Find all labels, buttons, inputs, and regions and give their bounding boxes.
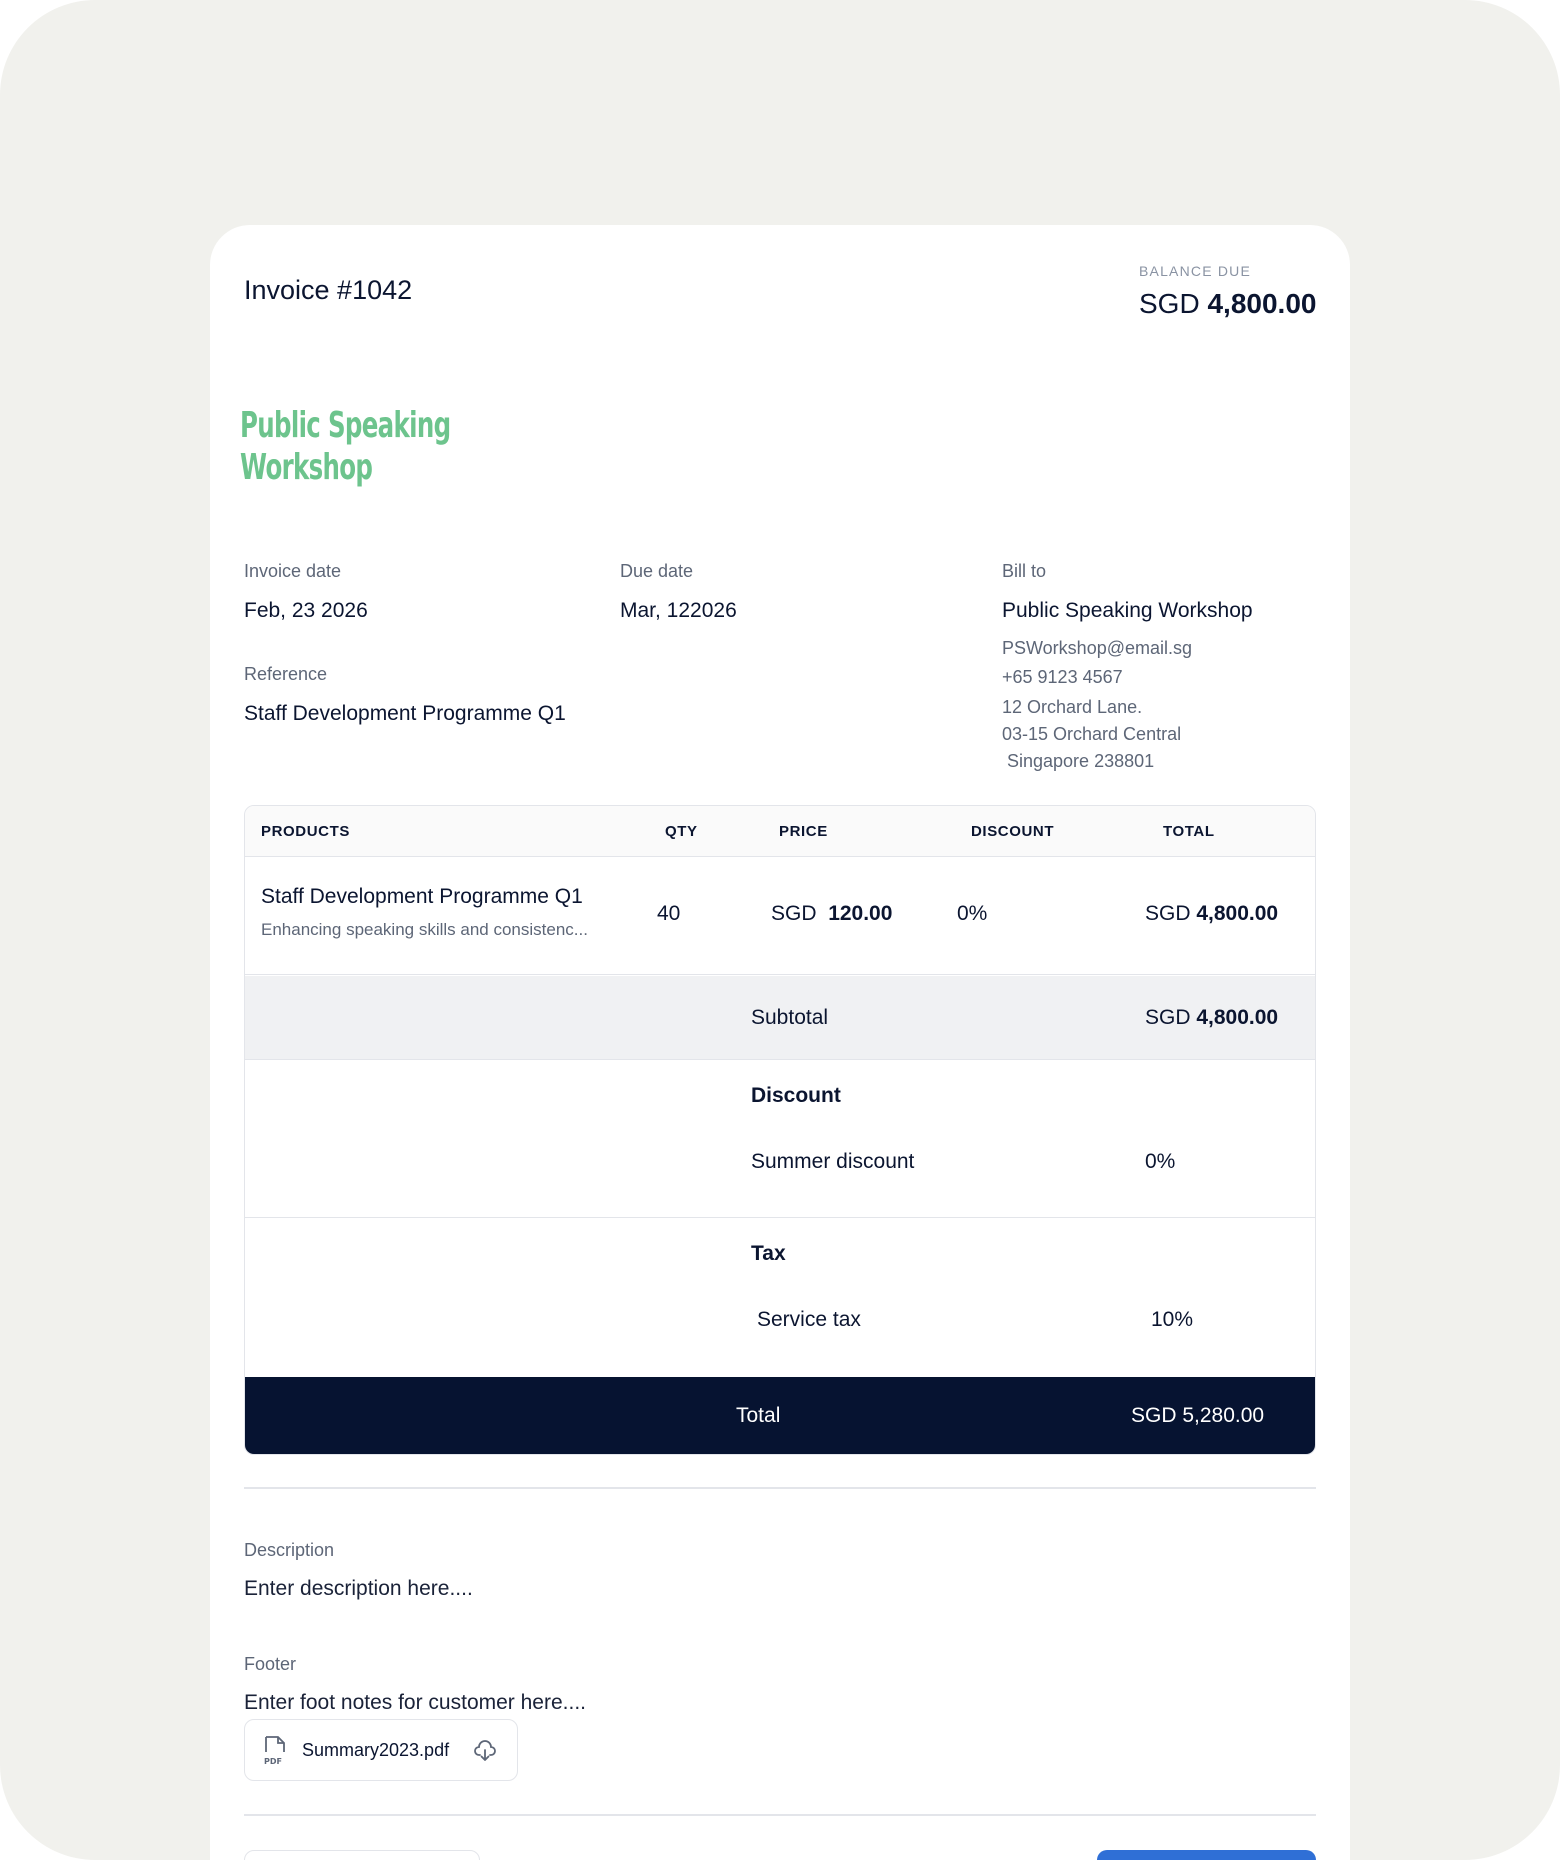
subtotal-row bbox=[245, 976, 1315, 1060]
tax-heading: Tax bbox=[751, 1242, 786, 1265]
item-price-currency: SGD bbox=[771, 902, 817, 925]
header-products: PRODUCTS bbox=[261, 823, 350, 840]
item-discount: 0% bbox=[957, 902, 988, 925]
bill-to-label: Bill to bbox=[1002, 561, 1047, 581]
header-discount: DISCOUNT bbox=[971, 823, 1055, 840]
description-input[interactable]: Enter description here.... bbox=[244, 1577, 473, 1600]
item-total-currency: SGD bbox=[1145, 902, 1191, 925]
footer-label: Footer bbox=[244, 1654, 297, 1674]
balance-due-amount bbox=[1139, 288, 1316, 320]
subtotal-currency: SGD bbox=[1145, 1006, 1191, 1029]
bill-to-name: Public Speaking Workshop bbox=[1002, 599, 1253, 622]
reference-label: Reference bbox=[244, 664, 328, 684]
svg-text:PDF: PDF bbox=[264, 1757, 282, 1766]
table-row bbox=[245, 857, 1315, 975]
invoice-date-label: Invoice date bbox=[244, 561, 342, 581]
cloud-download-icon[interactable] bbox=[473, 1739, 497, 1763]
due-date-label: Due date bbox=[620, 561, 694, 581]
line-items-table bbox=[244, 805, 1316, 1455]
invoice-title: Invoice #1042 bbox=[244, 275, 413, 305]
reference-value: Staff Development Programme Q1 bbox=[244, 702, 566, 725]
invoice-date-value: Feb, 23 2026 bbox=[244, 599, 368, 622]
bill-to-address-2: 03-15 Orchard Central bbox=[1002, 724, 1182, 744]
subtotal-amount: 4,800.00 bbox=[1196, 1006, 1279, 1029]
secondary-action-button[interactable] bbox=[244, 1850, 480, 1860]
primary-action-button[interactable] bbox=[1097, 1850, 1316, 1860]
discount-value: 0% bbox=[1145, 1150, 1176, 1173]
description-label: Description bbox=[244, 1540, 335, 1560]
item-name: Staff Development Programme Q1 bbox=[261, 885, 583, 908]
tax-name: Service tax bbox=[757, 1308, 861, 1331]
subtotal-value bbox=[1145, 1006, 1278, 1030]
item-description: Enhancing speaking skills and consistenc... bbox=[261, 920, 588, 939]
header-qty: QTY bbox=[665, 823, 698, 840]
item-qty: 40 bbox=[657, 902, 681, 925]
balance-currency: SGD bbox=[1139, 288, 1200, 319]
bill-to-phone: +65 9123 4567 bbox=[1002, 667, 1123, 687]
item-price bbox=[771, 902, 892, 926]
discount-heading: Discount bbox=[751, 1084, 841, 1107]
section-divider bbox=[244, 1487, 1316, 1489]
item-total-value: 4,800.00 bbox=[1196, 902, 1279, 925]
attachment-chip[interactable] bbox=[244, 1719, 518, 1781]
header-total: TOTAL bbox=[1163, 823, 1215, 840]
bill-to-email: PSWorkshop@email.sg bbox=[1002, 638, 1193, 658]
subtotal-label: Subtotal bbox=[751, 1006, 829, 1029]
footer-input[interactable]: Enter foot notes for customer here.... bbox=[244, 1691, 586, 1714]
balance-value: 4,800.00 bbox=[1207, 288, 1317, 319]
footer-divider bbox=[244, 1814, 1316, 1816]
due-date-value: Mar, 122026 bbox=[620, 599, 737, 622]
logo-line-2: Workshop bbox=[240, 447, 373, 488]
tax-row bbox=[245, 1218, 1315, 1377]
discount-row bbox=[245, 1060, 1315, 1218]
item-total bbox=[1145, 902, 1278, 926]
total-row bbox=[245, 1377, 1315, 1455]
total-label: Total bbox=[736, 1404, 781, 1427]
logo-line-1: Public Speaking bbox=[240, 405, 451, 446]
table-header bbox=[245, 806, 1315, 857]
bill-to-address-3: Singapore 238801 bbox=[1007, 751, 1155, 771]
item-price-value: 120.00 bbox=[828, 902, 893, 925]
tax-value: 10% bbox=[1151, 1308, 1194, 1331]
attachment-file-name: Summary2023.pdf bbox=[302, 1740, 450, 1760]
bill-to-address-1: 12 Orchard Lane. bbox=[1002, 697, 1143, 717]
discount-name: Summer discount bbox=[751, 1150, 915, 1173]
balance-due-label: BALANCE DUE bbox=[1139, 263, 1252, 279]
total-value: SGD 5,280.00 bbox=[1131, 1404, 1265, 1427]
invoice-card bbox=[210, 225, 1350, 1860]
company-logo bbox=[240, 405, 451, 489]
header-price: PRICE bbox=[779, 823, 828, 840]
pdf-file-icon bbox=[263, 1736, 287, 1766]
